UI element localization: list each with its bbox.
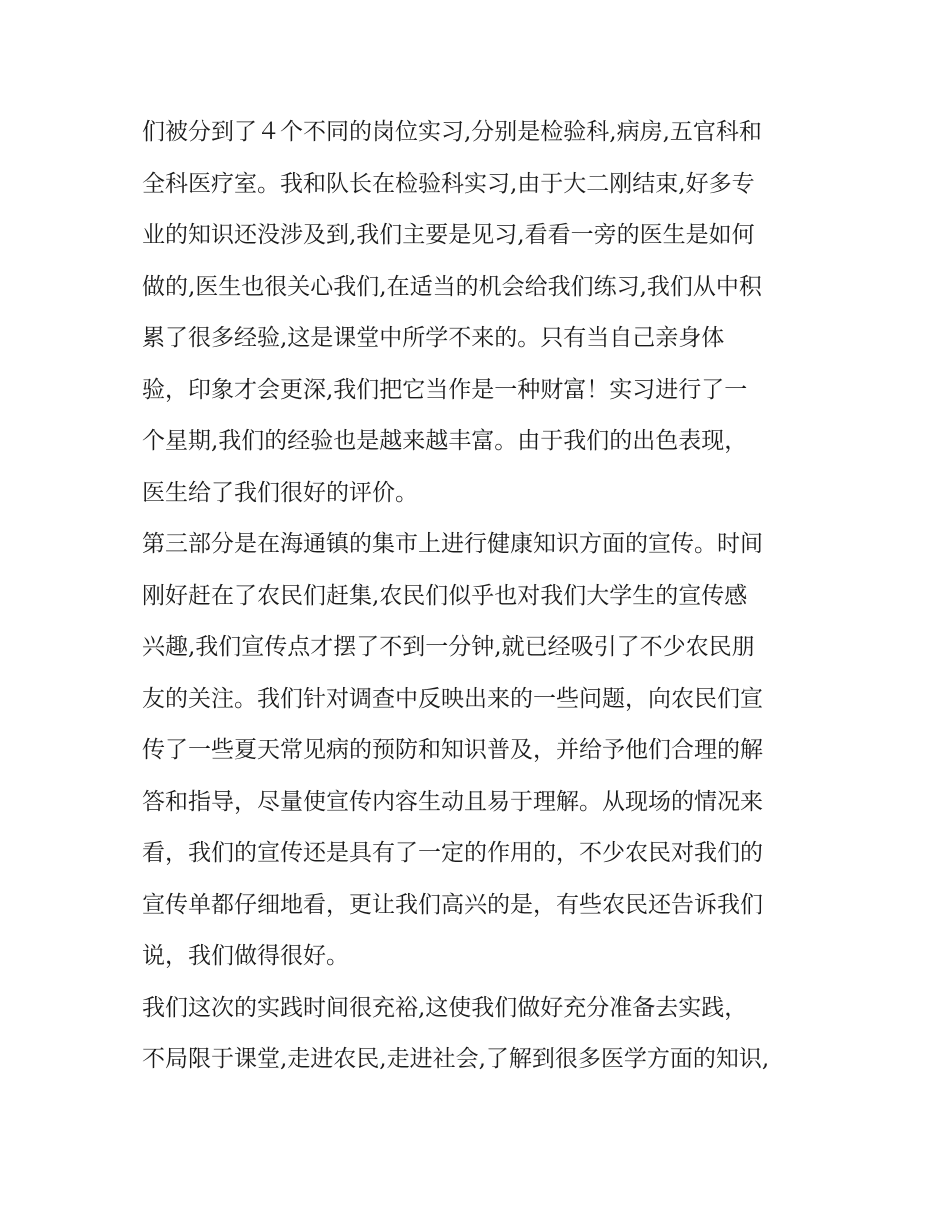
text-line: 友的关注。我们针对调查中反映出来的一些问题，向农民们宣 bbox=[142, 685, 763, 712]
text-line: 说，我们做得很好。 bbox=[142, 943, 349, 969]
text-line: 兴趣,我们宣传点才摆了不到一分钟,就已经吸引了不少农民朋 bbox=[142, 634, 755, 660]
text-line: 答和指导，尽量使宣传内容生动且易于理解。从现场的情况来 bbox=[142, 788, 763, 815]
text-line: 刚好赶在了农民们赶集,农民们似乎也对我们大学生的宣传感 bbox=[142, 582, 748, 609]
text-line: 累了很多经验,这是课堂中所学不来的。只有当自己亲身体 bbox=[142, 325, 725, 351]
text-line: 业的知识还没涉及到,我们主要是见习,看看一旁的医生是如何 bbox=[142, 222, 755, 248]
text-line: 宣传单都仔细地看，更让我们高兴的是，有些农民还告诉我们 bbox=[142, 891, 763, 918]
text-line: 我们这次的实践时间很充裕,这使我们做好充分准备去实践， bbox=[142, 994, 748, 1021]
text-line: 做的,医生也很关心我们,在适当的机会给我们练习,我们从中积 bbox=[142, 273, 762, 300]
text-line: 不局限于课堂,走进农民,走进社会,了解到很多医学方面的知识, bbox=[142, 1046, 770, 1072]
document-body bbox=[142, 107, 822, 1086]
text-line: 们被分到了４个不同的岗位实习,分别是检验科,病房,五官科和 bbox=[142, 119, 762, 145]
text-line: 看，我们的宣传还是具有了一定的作用的，不少农民对我们的 bbox=[142, 840, 763, 866]
text-line: 医生给了我们很好的评价。 bbox=[142, 479, 418, 506]
text-line: 验，印象才会更深,我们把它当作是一种财富！实习进行了一 bbox=[142, 376, 748, 403]
text-line: 传了一些夏天常见病的预防和知识普及，并给予他们合理的解 bbox=[142, 737, 763, 763]
text-line: 个星期,我们的经验也是越来越丰富。由于我们的出色表现， bbox=[142, 428, 748, 454]
text-line: 第三部分是在海通镇的集市上进行健康知识方面的宣传。时间 bbox=[142, 531, 763, 557]
text-line: 全科医疗室。我和队长在检验科实习,由于大二刚结束,好多专 bbox=[142, 170, 755, 197]
